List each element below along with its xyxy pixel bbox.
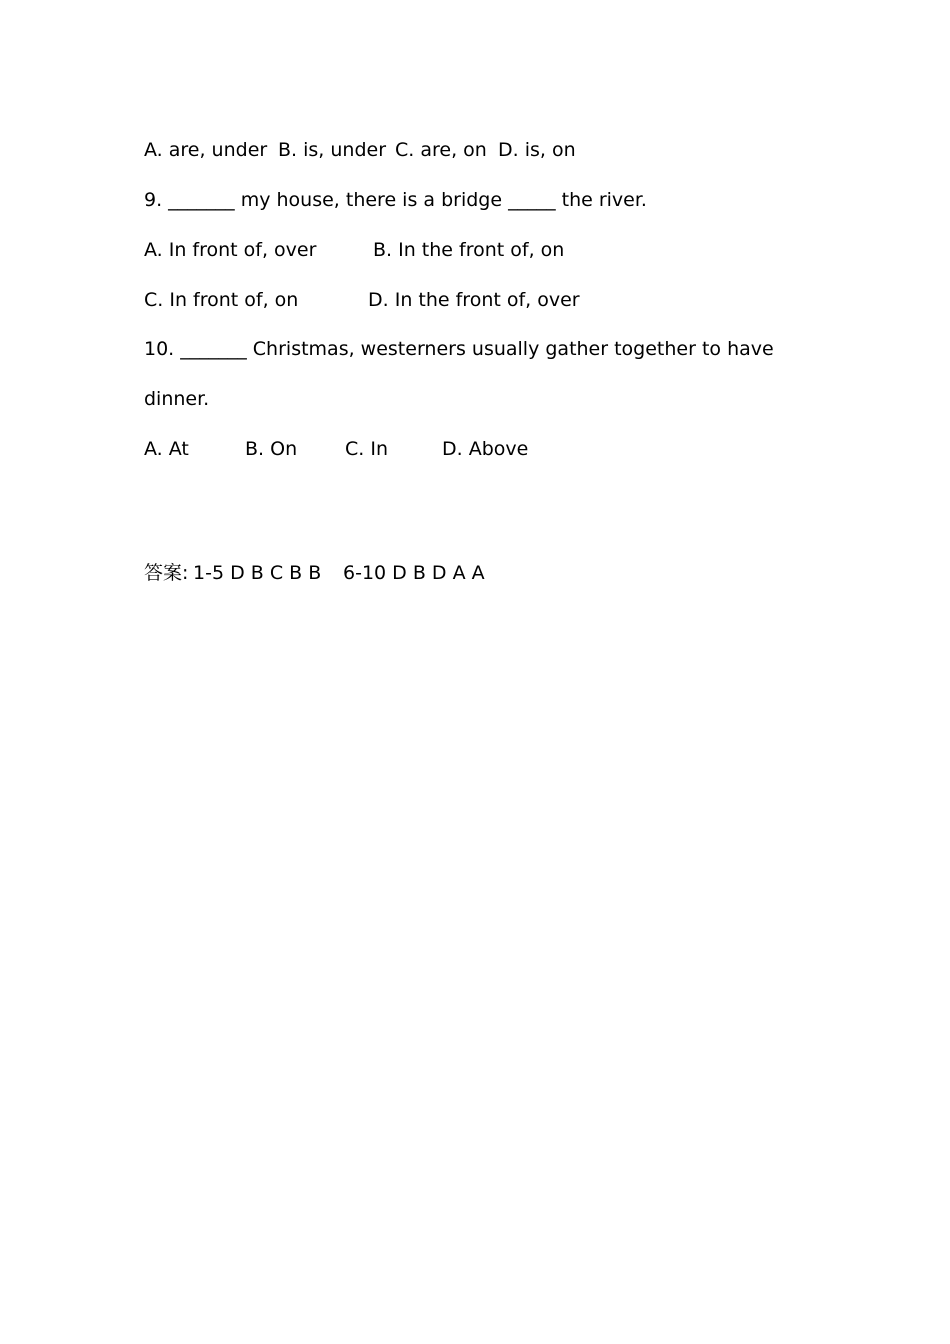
q9-option-c: C. In front of, on xyxy=(144,289,299,311)
q8-option-c: C. are, on xyxy=(395,139,487,161)
q8-option-b: B. is, under xyxy=(278,139,387,161)
q10-stem-line2: dinner. xyxy=(144,388,210,410)
answer-label: 答案: xyxy=(144,562,189,584)
q10-option-d: D. Above xyxy=(442,438,529,460)
answer-group-1: 1-5 D B C B B xyxy=(193,562,322,584)
q10-option-c: C. In xyxy=(345,438,388,460)
q8-option-d: D. is, on xyxy=(498,139,576,161)
q8-option-a: A. are, under xyxy=(144,139,268,161)
q9-stem: 9. _______ my house, there is a bridge _____ the river. xyxy=(144,189,647,211)
q10-option-a: A. At xyxy=(144,438,189,460)
q10-option-b: B. On xyxy=(245,438,298,460)
q9-option-a: A. In front of, over xyxy=(144,239,317,261)
q9-option-b: B. In the front of, on xyxy=(373,239,565,261)
answer-group-2: 6-10 D B D A A xyxy=(343,562,485,584)
q9-option-d: D. In the front of, over xyxy=(368,289,580,311)
q10-stem-line1: 10. _______ Christmas, westerners usually gather together to have xyxy=(144,338,774,360)
